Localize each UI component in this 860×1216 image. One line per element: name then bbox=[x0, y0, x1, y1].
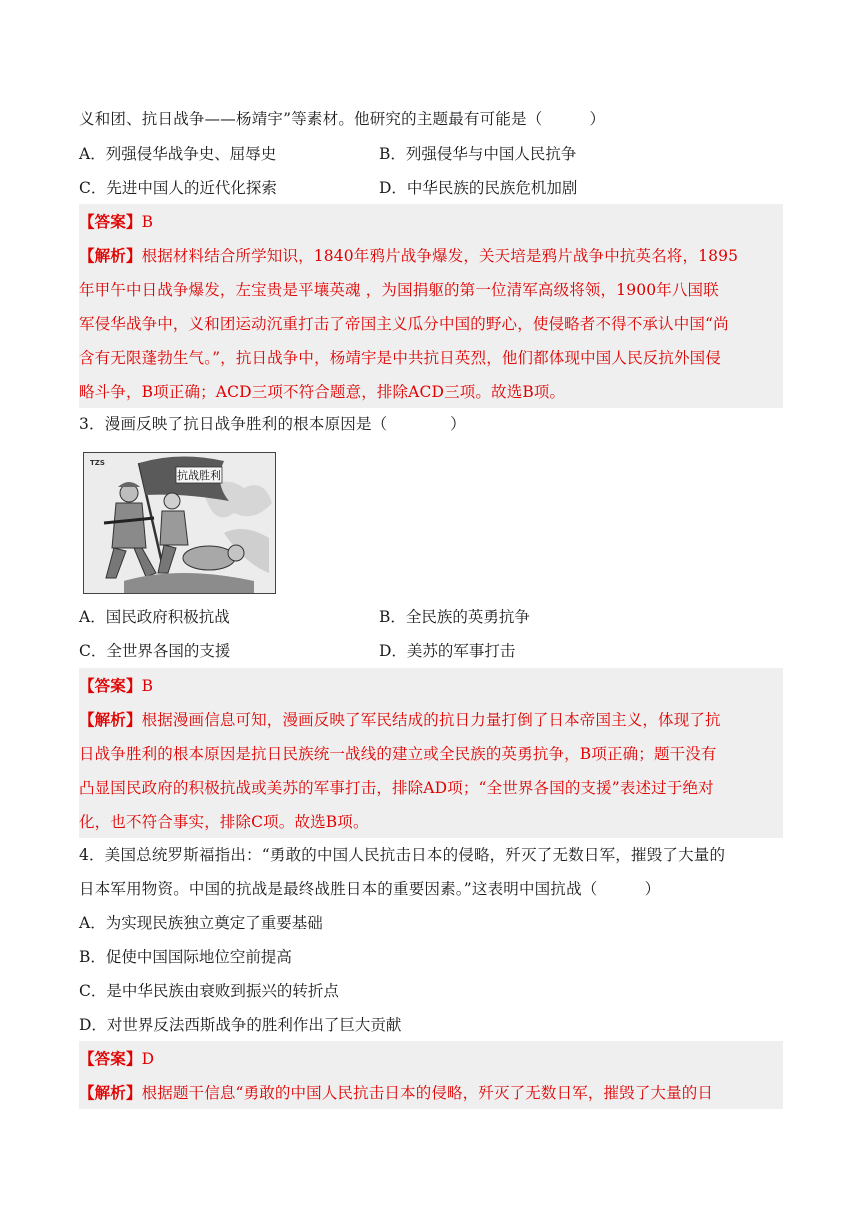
answer-tag: 【答案】 bbox=[79, 676, 142, 695]
q4-answer bbox=[79, 1048, 783, 1070]
answer-value: B bbox=[141, 213, 154, 231]
q4-option-a: A．为实现民族独立奠定了重要基础 bbox=[79, 914, 323, 932]
analysis-tag: 【解析】 bbox=[79, 710, 142, 729]
q3-answer bbox=[79, 675, 783, 697]
q2-analysis-line bbox=[79, 245, 783, 267]
q3-stem: 3．漫画反映了抗日战争胜利的根本原因是（ ） bbox=[79, 415, 466, 433]
answer-value: B bbox=[141, 677, 154, 695]
q3-analysis-line bbox=[79, 709, 783, 731]
q4-option-c: C．是中华民族由衰败到振兴的转折点 bbox=[79, 982, 339, 1000]
q2-analysis-line: 军侵华战争中，义和团运动沉重打击了帝国主义瓜分中国的野心，使侵略者不得不承认中国“尚 bbox=[79, 315, 729, 333]
q2-stem-tail: 义和团、抗日战争——杨靖宇”等素材。他研究的主题最有可能是（ ） bbox=[79, 110, 606, 128]
q4-stem-line: 日本军用物资。中国的抗战是最终战胜日本的重要因素。”这表明中国抗战（ ） bbox=[79, 880, 661, 898]
q2-answer bbox=[79, 211, 783, 233]
analysis-tag: 【解析】 bbox=[79, 1083, 142, 1102]
q3-cartoon-image bbox=[83, 452, 276, 594]
q4-stem-line: 4．美国总统罗斯福指出：“勇敢的中国人民抗击日本的侵略，歼灭了无数日军，摧毁了大量的 bbox=[79, 846, 726, 864]
q3-analysis-line: 化，也不符合事实，排除C项。故选B项。 bbox=[79, 813, 369, 831]
q3-analysis-line: 日战争胜利的根本原因是抗日民族统一战线的建立或全民族的英勇抗争，B项正确；题干没有 bbox=[79, 745, 717, 763]
q3-option-a: A．国民政府积极抗战 bbox=[79, 608, 230, 626]
answer-tag: 【答案】 bbox=[79, 212, 142, 231]
q2-option-d: D．中华民族的民族危机加剧 bbox=[379, 179, 578, 197]
answer-tag: 【答案】 bbox=[79, 1049, 142, 1068]
q2-answer-block bbox=[79, 204, 783, 408]
cartoon-corner-label: TZS bbox=[90, 459, 105, 467]
q3-option-d: D．美苏的军事打击 bbox=[379, 642, 516, 660]
q2-analysis-line: 略斗争，B项正确；ACD三项不符合题意，排除ACD三项。故选B项。 bbox=[79, 383, 566, 401]
analysis-text: 根据题干信息“勇敢的中国人民抗击日本的侵略，歼灭了无数日军，摧毁了大量的日 bbox=[141, 1084, 714, 1102]
q3-option-b: B．全民族的英勇抗争 bbox=[379, 608, 530, 626]
cartoon-banner-text: 抗战胜利 bbox=[177, 469, 221, 482]
q2-analysis-line: 年甲午中日战争爆发，左宝贵是平壤英魂 ，为国捐躯的第一位清军高级将领，1900年八国联 bbox=[79, 281, 719, 299]
q3-analysis-line: 凸显国民政府的积极抗战或美苏的军事打击，排除AD项；“全世界各国的支援”表述过于绝对 bbox=[79, 779, 714, 797]
cartoon-illustration bbox=[84, 453, 275, 593]
q4-analysis-line bbox=[79, 1082, 783, 1104]
q2-option-a: A．列强侵华战争史、屈辱史 bbox=[79, 145, 277, 163]
analysis-text: 根据漫画信息可知，漫画反映了军民结成的抗日力量打倒了日本帝国主义，体现了抗 bbox=[141, 711, 721, 729]
q2-option-c: C．先进中国人的近代化探索 bbox=[79, 179, 277, 197]
analysis-tag: 【解析】 bbox=[79, 246, 142, 265]
analysis-text: 根据材料结合所学知识，1840年鸦片战争爆发，关天培是鸦片战争中抗英名将，1895 bbox=[141, 247, 739, 265]
q2-analysis-line: 含有无限蓬勃生气。”，抗日战争中，杨靖宇是中共抗日英烈，他们都体现中国人民反抗外国侵 bbox=[79, 349, 721, 367]
q4-option-b: B．促使中国国际地位空前提高 bbox=[79, 948, 292, 966]
q4-option-d: D．对世界反法西斯战争的胜利作出了巨大贡献 bbox=[79, 1016, 402, 1034]
q3-option-c: C．全世界各国的支援 bbox=[79, 642, 231, 660]
q2-option-b: B．列强侵华与中国人民抗争 bbox=[379, 145, 577, 163]
answer-value: D bbox=[141, 1050, 155, 1068]
